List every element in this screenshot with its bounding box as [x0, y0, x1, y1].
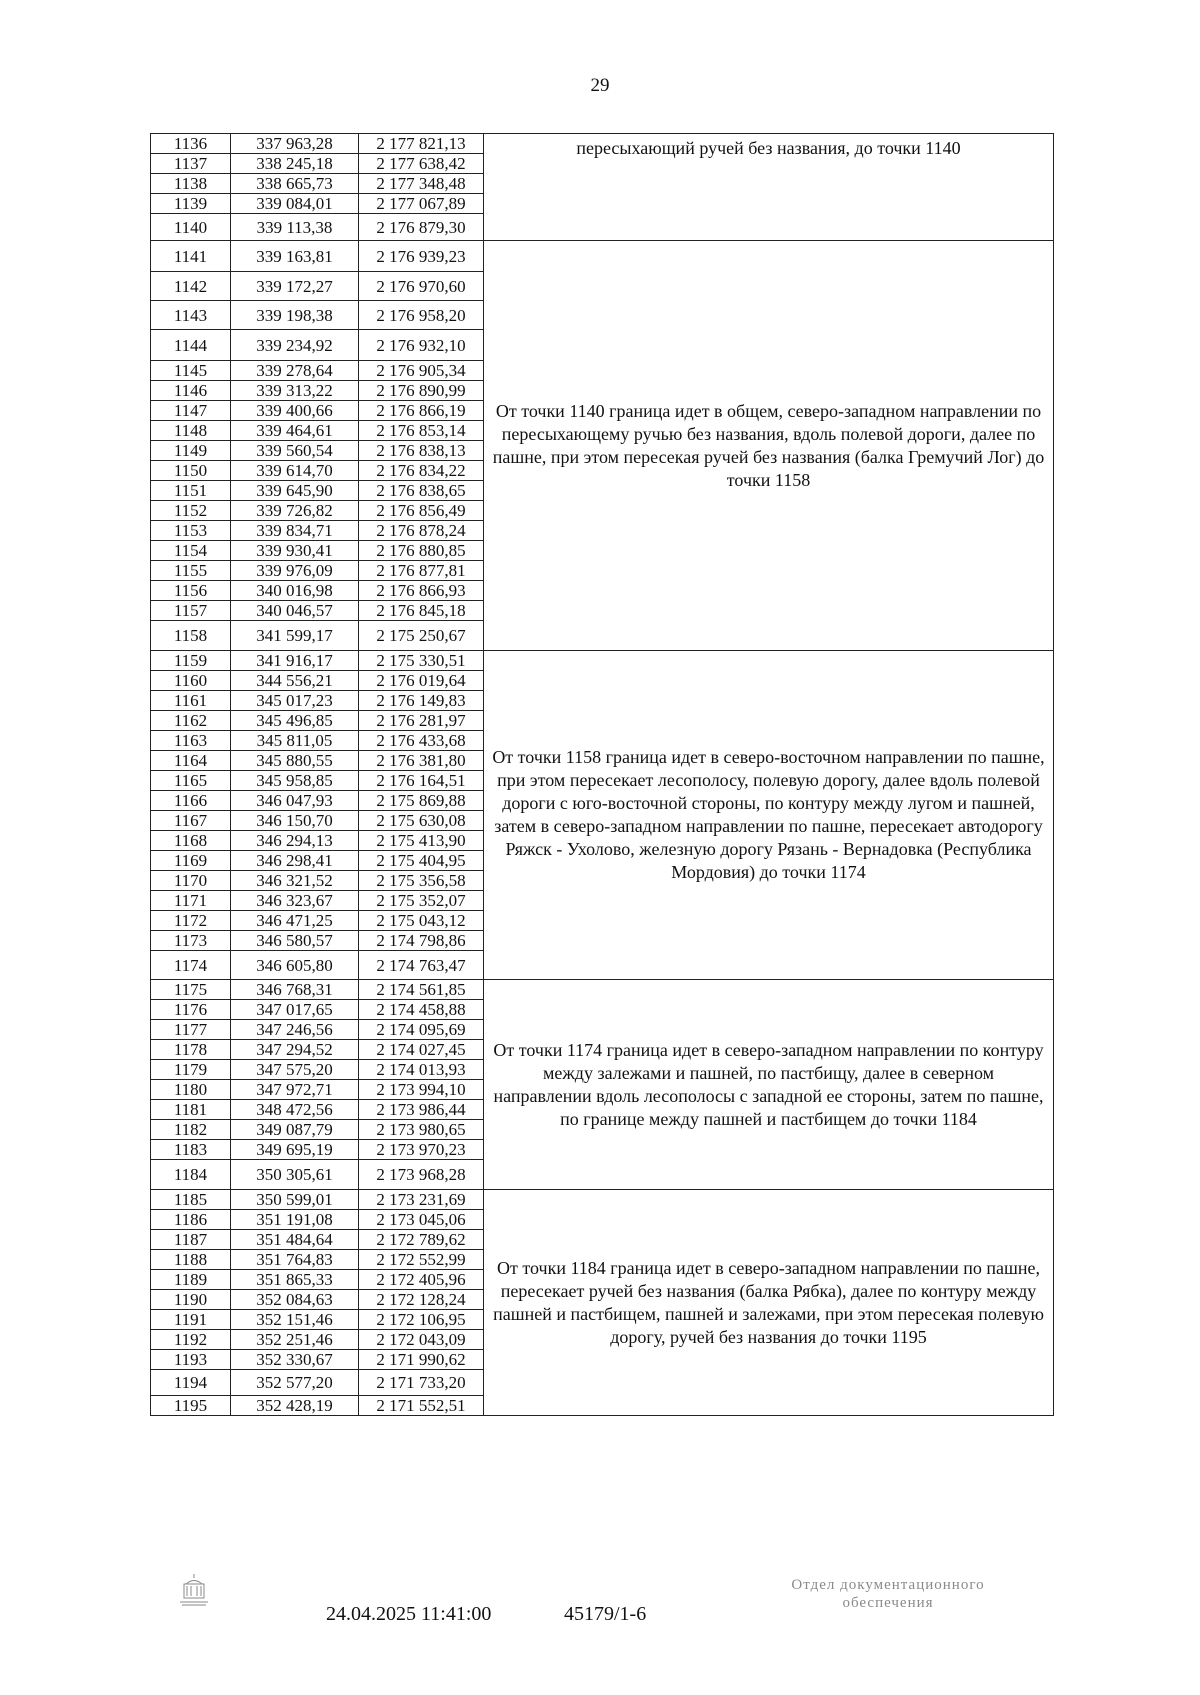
table-row [151, 1190, 1054, 1210]
coord-y: 2 171 990,62 [359, 1350, 484, 1370]
stamp-line: Отдел документационного [791, 1577, 985, 1593]
footer-doc-number: 45179/1-6 [564, 1603, 647, 1625]
point-number: 1183 [151, 1140, 231, 1160]
coord-y: 2 176 281,97 [359, 711, 484, 731]
point-number: 1166 [151, 791, 231, 811]
coord-x: 341 916,17 [231, 651, 359, 671]
coord-x: 351 191,08 [231, 1210, 359, 1230]
coord-y: 2 174 798,86 [359, 931, 484, 951]
coord-x: 352 151,46 [231, 1310, 359, 1330]
coord-y: 2 176 834,22 [359, 461, 484, 481]
coord-y: 2 171 552,51 [359, 1396, 484, 1416]
coord-y: 2 176 890,99 [359, 381, 484, 401]
stamp-line: обеспечения [842, 1595, 934, 1611]
coord-x: 339 172,27 [231, 272, 359, 301]
point-number: 1152 [151, 501, 231, 521]
coord-y: 2 175 330,51 [359, 651, 484, 671]
table-row [151, 241, 1054, 272]
coord-y: 2 175 352,07 [359, 891, 484, 911]
point-number: 1141 [151, 241, 231, 272]
point-number: 1158 [151, 621, 231, 651]
coord-y: 2 174 095,69 [359, 1020, 484, 1040]
coord-y: 2 176 878,24 [359, 521, 484, 541]
coord-y: 2 176 845,18 [359, 601, 484, 621]
point-number: 1191 [151, 1310, 231, 1330]
coord-y: 2 176 381,80 [359, 751, 484, 771]
coord-x: 346 605,80 [231, 951, 359, 980]
coord-x: 351 865,33 [231, 1270, 359, 1290]
coord-x: 346 298,41 [231, 851, 359, 871]
coord-x: 339 113,38 [231, 214, 359, 241]
point-number: 1173 [151, 931, 231, 951]
coord-y: 2 173 231,69 [359, 1190, 484, 1210]
boundary-description: пересыхающий ручей без названия, до точки 1140 [484, 134, 1054, 241]
point-number: 1145 [151, 361, 231, 381]
coord-y: 2 176 838,13 [359, 441, 484, 461]
coord-y: 2 176 932,10 [359, 330, 484, 361]
point-number: 1153 [151, 521, 231, 541]
point-number: 1188 [151, 1250, 231, 1270]
coord-x: 341 599,17 [231, 621, 359, 651]
coord-y: 2 176 905,34 [359, 361, 484, 381]
point-number: 1170 [151, 871, 231, 891]
coord-y: 2 173 970,23 [359, 1140, 484, 1160]
coord-x: 345 811,05 [231, 731, 359, 751]
coord-y: 2 175 250,67 [359, 621, 484, 651]
point-number: 1162 [151, 711, 231, 731]
coord-y: 2 175 043,12 [359, 911, 484, 931]
coord-x: 338 665,73 [231, 174, 359, 194]
coord-x: 347 246,56 [231, 1020, 359, 1040]
coord-y: 2 174 027,45 [359, 1040, 484, 1060]
coord-x: 345 880,55 [231, 751, 359, 771]
point-number: 1164 [151, 751, 231, 771]
point-number: 1163 [151, 731, 231, 751]
point-number: 1194 [151, 1370, 231, 1396]
coord-x: 347 294,52 [231, 1040, 359, 1060]
point-number: 1147 [151, 401, 231, 421]
coord-y: 2 172 789,62 [359, 1230, 484, 1250]
coord-y: 2 176 958,20 [359, 301, 484, 330]
coord-y: 2 176 838,65 [359, 481, 484, 501]
coord-y: 2 172 043,09 [359, 1330, 484, 1350]
coord-y: 2 175 404,95 [359, 851, 484, 871]
coord-x: 339 560,54 [231, 441, 359, 461]
coord-x: 339 163,81 [231, 241, 359, 272]
coord-y: 2 173 968,28 [359, 1160, 484, 1190]
coord-x: 345 496,85 [231, 711, 359, 731]
coord-y: 2 173 045,06 [359, 1210, 484, 1230]
page-number: 29 [590, 75, 610, 96]
coord-x: 346 768,31 [231, 980, 359, 1000]
point-number: 1175 [151, 980, 231, 1000]
point-number: 1193 [151, 1350, 231, 1370]
coord-x: 350 599,01 [231, 1190, 359, 1210]
coord-x: 352 577,20 [231, 1370, 359, 1396]
point-number: 1150 [151, 461, 231, 481]
coord-y: 2 172 552,99 [359, 1250, 484, 1270]
point-number: 1155 [151, 561, 231, 581]
table-row [151, 980, 1054, 1000]
coord-x: 352 330,67 [231, 1350, 359, 1370]
coord-x: 339 198,38 [231, 301, 359, 330]
point-number: 1146 [151, 381, 231, 401]
coord-y: 2 177 348,48 [359, 174, 484, 194]
point-number: 1184 [151, 1160, 231, 1190]
coord-x: 340 016,98 [231, 581, 359, 601]
point-number: 1151 [151, 481, 231, 501]
point-number: 1154 [151, 541, 231, 561]
point-number: 1190 [151, 1290, 231, 1310]
coord-y: 2 177 067,89 [359, 194, 484, 214]
coord-y: 2 176 856,49 [359, 501, 484, 521]
point-number: 1149 [151, 441, 231, 461]
coord-x: 340 046,57 [231, 601, 359, 621]
point-number: 1181 [151, 1100, 231, 1120]
point-number: 1171 [151, 891, 231, 911]
coord-x: 352 084,63 [231, 1290, 359, 1310]
point-number: 1179 [151, 1060, 231, 1080]
point-number: 1144 [151, 330, 231, 361]
coord-y: 2 175 630,08 [359, 811, 484, 831]
coord-x: 338 245,18 [231, 154, 359, 174]
coord-x: 339 930,41 [231, 541, 359, 561]
coord-y: 2 176 877,81 [359, 561, 484, 581]
point-number: 1143 [151, 301, 231, 330]
point-number: 1187 [151, 1230, 231, 1250]
coord-x: 346 150,70 [231, 811, 359, 831]
table-row [151, 651, 1054, 671]
coord-y: 2 176 019,64 [359, 671, 484, 691]
coord-x: 349 695,19 [231, 1140, 359, 1160]
coord-x: 349 087,79 [231, 1120, 359, 1140]
point-number: 1189 [151, 1270, 231, 1290]
point-number: 1157 [151, 601, 231, 621]
coord-x: 346 047,93 [231, 791, 359, 811]
boundary-description: От точки 1140 граница идет в общем, северо-западном направлении по пересыхающему ручью без названия, вдоль полевой дороги, далее по пашне, при этом пересекая ручей без названия (балка Гремучий Лог) до точки 1158 [484, 241, 1054, 651]
coord-y: 2 177 638,42 [359, 154, 484, 174]
point-number: 1185 [151, 1190, 231, 1210]
point-number: 1192 [151, 1330, 231, 1350]
coord-y: 2 175 869,88 [359, 791, 484, 811]
point-number: 1176 [151, 1000, 231, 1020]
coord-x: 339 464,61 [231, 421, 359, 441]
point-number: 1137 [151, 154, 231, 174]
point-number: 1178 [151, 1040, 231, 1060]
point-number: 1142 [151, 272, 231, 301]
point-number: 1167 [151, 811, 231, 831]
coord-x: 344 556,21 [231, 671, 359, 691]
point-number: 1160 [151, 671, 231, 691]
coord-x: 347 575,20 [231, 1060, 359, 1080]
point-number: 1139 [151, 194, 231, 214]
coord-y: 2 175 356,58 [359, 871, 484, 891]
coord-y: 2 176 853,14 [359, 421, 484, 441]
coord-y: 2 174 013,93 [359, 1060, 484, 1080]
table-row [151, 134, 1054, 154]
point-number: 1168 [151, 831, 231, 851]
point-number: 1136 [151, 134, 231, 154]
coord-x: 348 472,56 [231, 1100, 359, 1120]
coord-x: 346 323,67 [231, 891, 359, 911]
coord-x: 351 484,64 [231, 1230, 359, 1250]
coord-x: 339 400,66 [231, 401, 359, 421]
point-number: 1174 [151, 951, 231, 980]
point-number: 1161 [151, 691, 231, 711]
coord-x: 346 321,52 [231, 871, 359, 891]
coord-x: 339 084,01 [231, 194, 359, 214]
coordinates-table [150, 133, 1054, 1416]
coord-x: 346 580,57 [231, 931, 359, 951]
coord-x: 346 471,25 [231, 911, 359, 931]
point-number: 1169 [151, 851, 231, 871]
coord-y: 2 172 405,96 [359, 1270, 484, 1290]
point-number: 1186 [151, 1210, 231, 1230]
coord-y: 2 172 106,95 [359, 1310, 484, 1330]
coord-x: 345 958,85 [231, 771, 359, 791]
department-stamp [738, 1576, 1038, 1612]
coord-x: 339 645,90 [231, 481, 359, 501]
coord-x: 345 017,23 [231, 691, 359, 711]
point-number: 1195 [151, 1396, 231, 1416]
coord-y: 2 176 970,60 [359, 272, 484, 301]
coord-x: 347 972,71 [231, 1080, 359, 1100]
point-number: 1172 [151, 911, 231, 931]
coord-y: 2 176 149,83 [359, 691, 484, 711]
point-number: 1148 [151, 421, 231, 441]
coord-x: 346 294,13 [231, 831, 359, 851]
coord-x: 339 313,22 [231, 381, 359, 401]
coord-y: 2 176 879,30 [359, 214, 484, 241]
coord-x: 352 428,19 [231, 1396, 359, 1416]
coord-x: 339 834,71 [231, 521, 359, 541]
coord-x: 351 764,83 [231, 1250, 359, 1270]
coord-y: 2 176 880,85 [359, 541, 484, 561]
coord-x: 337 963,28 [231, 134, 359, 154]
coord-y: 2 173 994,10 [359, 1080, 484, 1100]
coord-x: 339 234,92 [231, 330, 359, 361]
coord-y: 2 174 561,85 [359, 980, 484, 1000]
point-number: 1182 [151, 1120, 231, 1140]
emblem-icon [176, 1572, 212, 1608]
coord-y: 2 174 763,47 [359, 951, 484, 980]
boundary-description: От точки 1158 граница идет в северо-восточном направлении по пашне, при этом пересекает лесополосу, полевую дорогу, далее вдоль полевой дороги с юго-восточной стороны, по контуру между лугом и пашней, затем в северо-западном направлении по пашне, пересекает автодорогу Ряжск - Ухолово, железную дорогу Рязань - Вернадовка (Республика Мордовия) до точки 1174 [484, 651, 1054, 980]
coord-y: 2 177 821,13 [359, 134, 484, 154]
footer-datetime: 24.04.2025 11:41:00 [326, 1603, 492, 1625]
coord-y: 2 171 733,20 [359, 1370, 484, 1396]
point-number: 1156 [151, 581, 231, 601]
coord-x: 350 305,61 [231, 1160, 359, 1190]
coord-y: 2 176 164,51 [359, 771, 484, 791]
coord-y: 2 176 866,19 [359, 401, 484, 421]
point-number: 1140 [151, 214, 231, 241]
coord-x: 347 017,65 [231, 1000, 359, 1020]
coord-y: 2 174 458,88 [359, 1000, 484, 1020]
coord-x: 352 251,46 [231, 1330, 359, 1350]
coord-y: 2 173 986,44 [359, 1100, 484, 1120]
coord-x: 339 976,09 [231, 561, 359, 581]
coord-y: 2 176 433,68 [359, 731, 484, 751]
boundary-description: От точки 1184 граница идет в северо-западном направлении по пашне, пересекает ручей без названия (балка Рябка), далее по контуру между пашней и пастбищем, пашней и залежами, при этом пересекая полевую дорогу, ручей без названия до точки 1195 [484, 1190, 1054, 1416]
coord-y: 2 175 413,90 [359, 831, 484, 851]
coord-x: 339 726,82 [231, 501, 359, 521]
coord-y: 2 173 980,65 [359, 1120, 484, 1140]
point-number: 1177 [151, 1020, 231, 1040]
coord-y: 2 172 128,24 [359, 1290, 484, 1310]
boundary-description: От точки 1174 граница идет в северо-западном направлении по контуру между залежами и пашней, по пастбищу, далее в северном направлении вдоль лесополосы с западной ее стороны, затем по пашне, по границе между пашней и пастбищем до точки 1184 [484, 980, 1054, 1190]
point-number: 1165 [151, 771, 231, 791]
coord-x: 339 614,70 [231, 461, 359, 481]
coord-y: 2 176 866,93 [359, 581, 484, 601]
coord-y: 2 176 939,23 [359, 241, 484, 272]
point-number: 1180 [151, 1080, 231, 1100]
point-number: 1138 [151, 174, 231, 194]
point-number: 1159 [151, 651, 231, 671]
coord-x: 339 278,64 [231, 361, 359, 381]
